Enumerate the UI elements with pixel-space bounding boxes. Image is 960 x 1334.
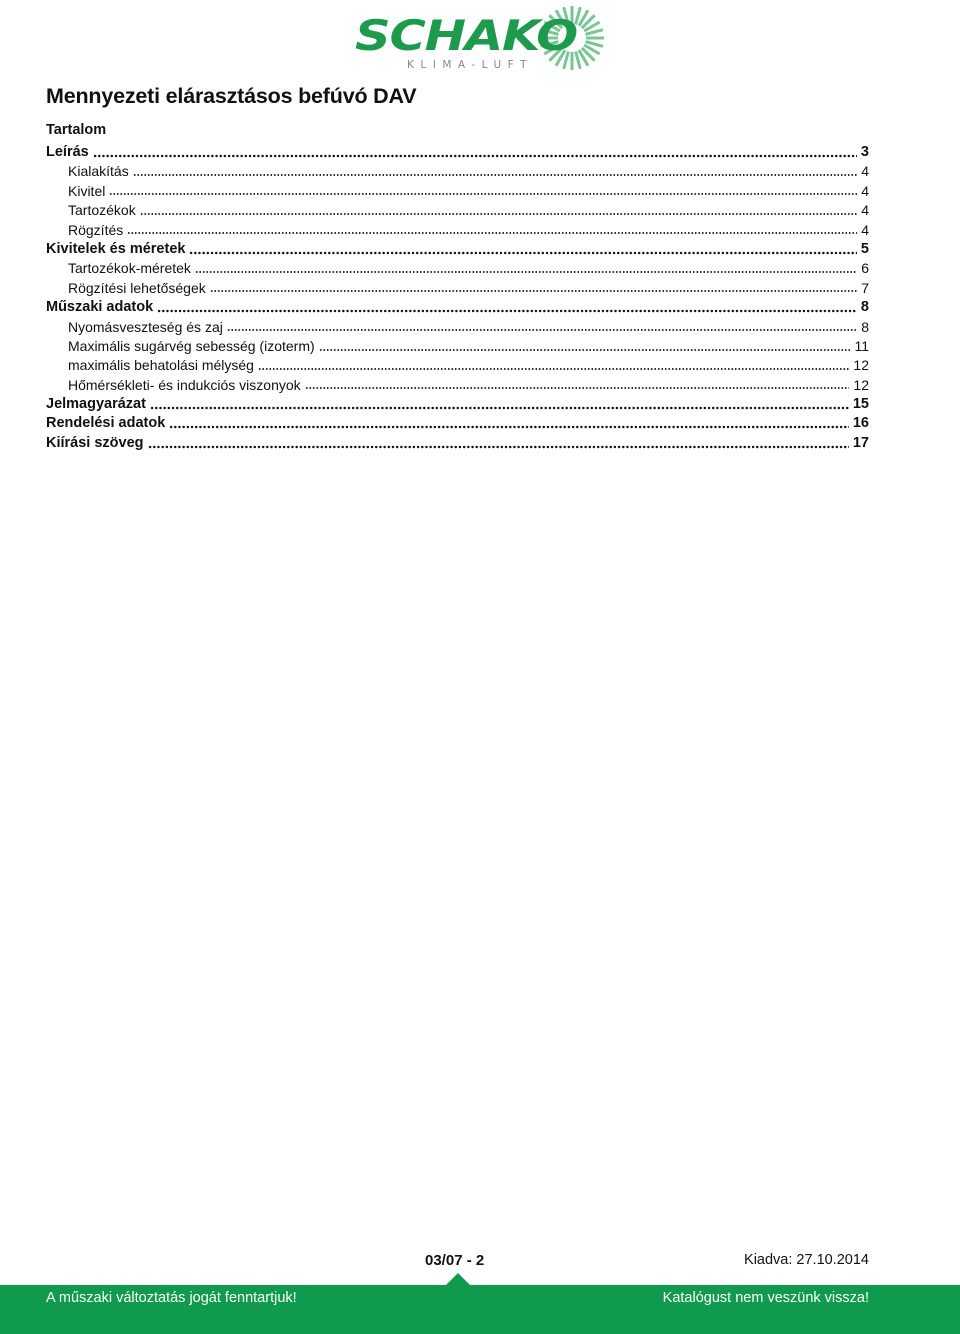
toc-entry-page: 5 bbox=[860, 240, 869, 257]
toc-entry-label: Leírás bbox=[46, 144, 89, 160]
toc-entry-page: 12 bbox=[853, 357, 869, 374]
toc-entry[interactable] bbox=[46, 182, 869, 201]
toc-entry-page: 8 bbox=[860, 299, 869, 316]
logo-wordmark: SCHAKO bbox=[355, 11, 578, 60]
toc-dot-leader bbox=[133, 173, 858, 177]
toc-dot-leader bbox=[210, 289, 857, 293]
toc-dot-leader bbox=[227, 328, 857, 332]
toc-entry[interactable] bbox=[46, 337, 869, 356]
toc-entry[interactable] bbox=[46, 376, 869, 395]
toc-entry-page: 17 bbox=[852, 434, 869, 451]
toc-entry[interactable] bbox=[46, 259, 869, 278]
toc-dot-leader bbox=[157, 309, 857, 313]
toc-entry-label: maximális behatolási mélység bbox=[68, 357, 254, 374]
toc-dot-leader bbox=[109, 192, 857, 196]
toc-entry-label: Kialakítás bbox=[68, 163, 129, 180]
toc-entry-label: Rendelési adatok bbox=[46, 415, 166, 432]
document-title: Mennyezeti elárasztásos befúvó DAV bbox=[46, 84, 417, 108]
table-of-contents bbox=[46, 143, 869, 453]
toc-dot-leader bbox=[258, 367, 849, 371]
toc-dot-leader bbox=[305, 386, 850, 390]
toc-heading: Tartalom bbox=[46, 122, 107, 138]
toc-entry-page: 3 bbox=[860, 144, 869, 160]
toc-dot-leader bbox=[140, 212, 858, 216]
toc-entry-label: Műszaki adatok bbox=[46, 299, 154, 316]
toc-entry-label: Tartozékok bbox=[68, 202, 136, 219]
toc-entry-page: 4 bbox=[861, 202, 869, 219]
toc-entry-label: Nyomásveszteség és zaj bbox=[68, 318, 223, 335]
toc-entry-page: 7 bbox=[861, 279, 869, 296]
toc-dot-leader bbox=[150, 406, 849, 410]
toc-entry-label: Rögzítési lehetőségek bbox=[68, 279, 206, 296]
toc-entry[interactable] bbox=[46, 395, 869, 414]
toc-entry-page: 4 bbox=[861, 163, 869, 180]
toc-entry-page: 4 bbox=[861, 221, 869, 238]
toc-entry-label: Kiírási szöveg bbox=[46, 434, 144, 451]
toc-entry[interactable] bbox=[46, 221, 869, 240]
toc-entry[interactable] bbox=[46, 414, 869, 433]
toc-entry-page: 15 bbox=[852, 396, 869, 413]
toc-entry[interactable] bbox=[46, 201, 869, 220]
toc-entry[interactable] bbox=[46, 298, 869, 317]
toc-entry[interactable] bbox=[46, 356, 869, 375]
toc-dot-leader bbox=[148, 445, 849, 449]
footer-notch bbox=[446, 1273, 470, 1285]
toc-entry[interactable] bbox=[46, 240, 869, 259]
page-code: 03/07 - 2 bbox=[425, 1252, 485, 1269]
toc-entry-label: Rögzítés bbox=[68, 221, 124, 238]
toc-entry[interactable] bbox=[46, 318, 869, 337]
toc-entry-label: Tartozékok-méretek bbox=[68, 260, 191, 277]
toc-entry-label: Maximális sugárvég sebesség (izoterm) bbox=[68, 337, 315, 354]
toc-dot-leader bbox=[93, 154, 857, 158]
issue-date: Kiadva: 27.10.2014 bbox=[744, 1252, 869, 1268]
toc-entry[interactable] bbox=[46, 279, 869, 298]
toc-entry[interactable] bbox=[46, 434, 869, 453]
toc-entry-label: Kivitel bbox=[68, 182, 106, 199]
toc-entry-page: 11 bbox=[854, 337, 869, 354]
schako-logo bbox=[355, 2, 605, 70]
toc-entry-page: 6 bbox=[861, 260, 869, 277]
toc-entry-page: 8 bbox=[861, 318, 869, 335]
toc-entry[interactable] bbox=[46, 143, 869, 162]
toc-dot-leader bbox=[127, 231, 857, 235]
toc-dot-leader bbox=[195, 270, 857, 274]
toc-entry-label: Kivitelek és méretek bbox=[46, 240, 186, 257]
toc-entry-label: Hőmérsékleti- és indukciós viszonyok bbox=[68, 376, 301, 393]
toc-entry-page: 12 bbox=[853, 376, 869, 393]
toc-entry-page: 4 bbox=[861, 182, 869, 199]
toc-dot-leader bbox=[169, 425, 849, 429]
toc-entry-label: Jelmagyarázat bbox=[46, 396, 146, 413]
logo-tagline: KLIMA-LUFT bbox=[407, 59, 533, 70]
toc-entry[interactable] bbox=[46, 162, 869, 181]
toc-dot-leader bbox=[319, 348, 851, 352]
toc-entry-page: 16 bbox=[852, 415, 869, 432]
footer-left-note: A műszaki változtatás jogát fenntartjuk! bbox=[46, 1290, 297, 1306]
toc-dot-leader bbox=[189, 251, 856, 255]
footer-right-note: Katalógust nem veszünk vissza! bbox=[662, 1290, 869, 1306]
